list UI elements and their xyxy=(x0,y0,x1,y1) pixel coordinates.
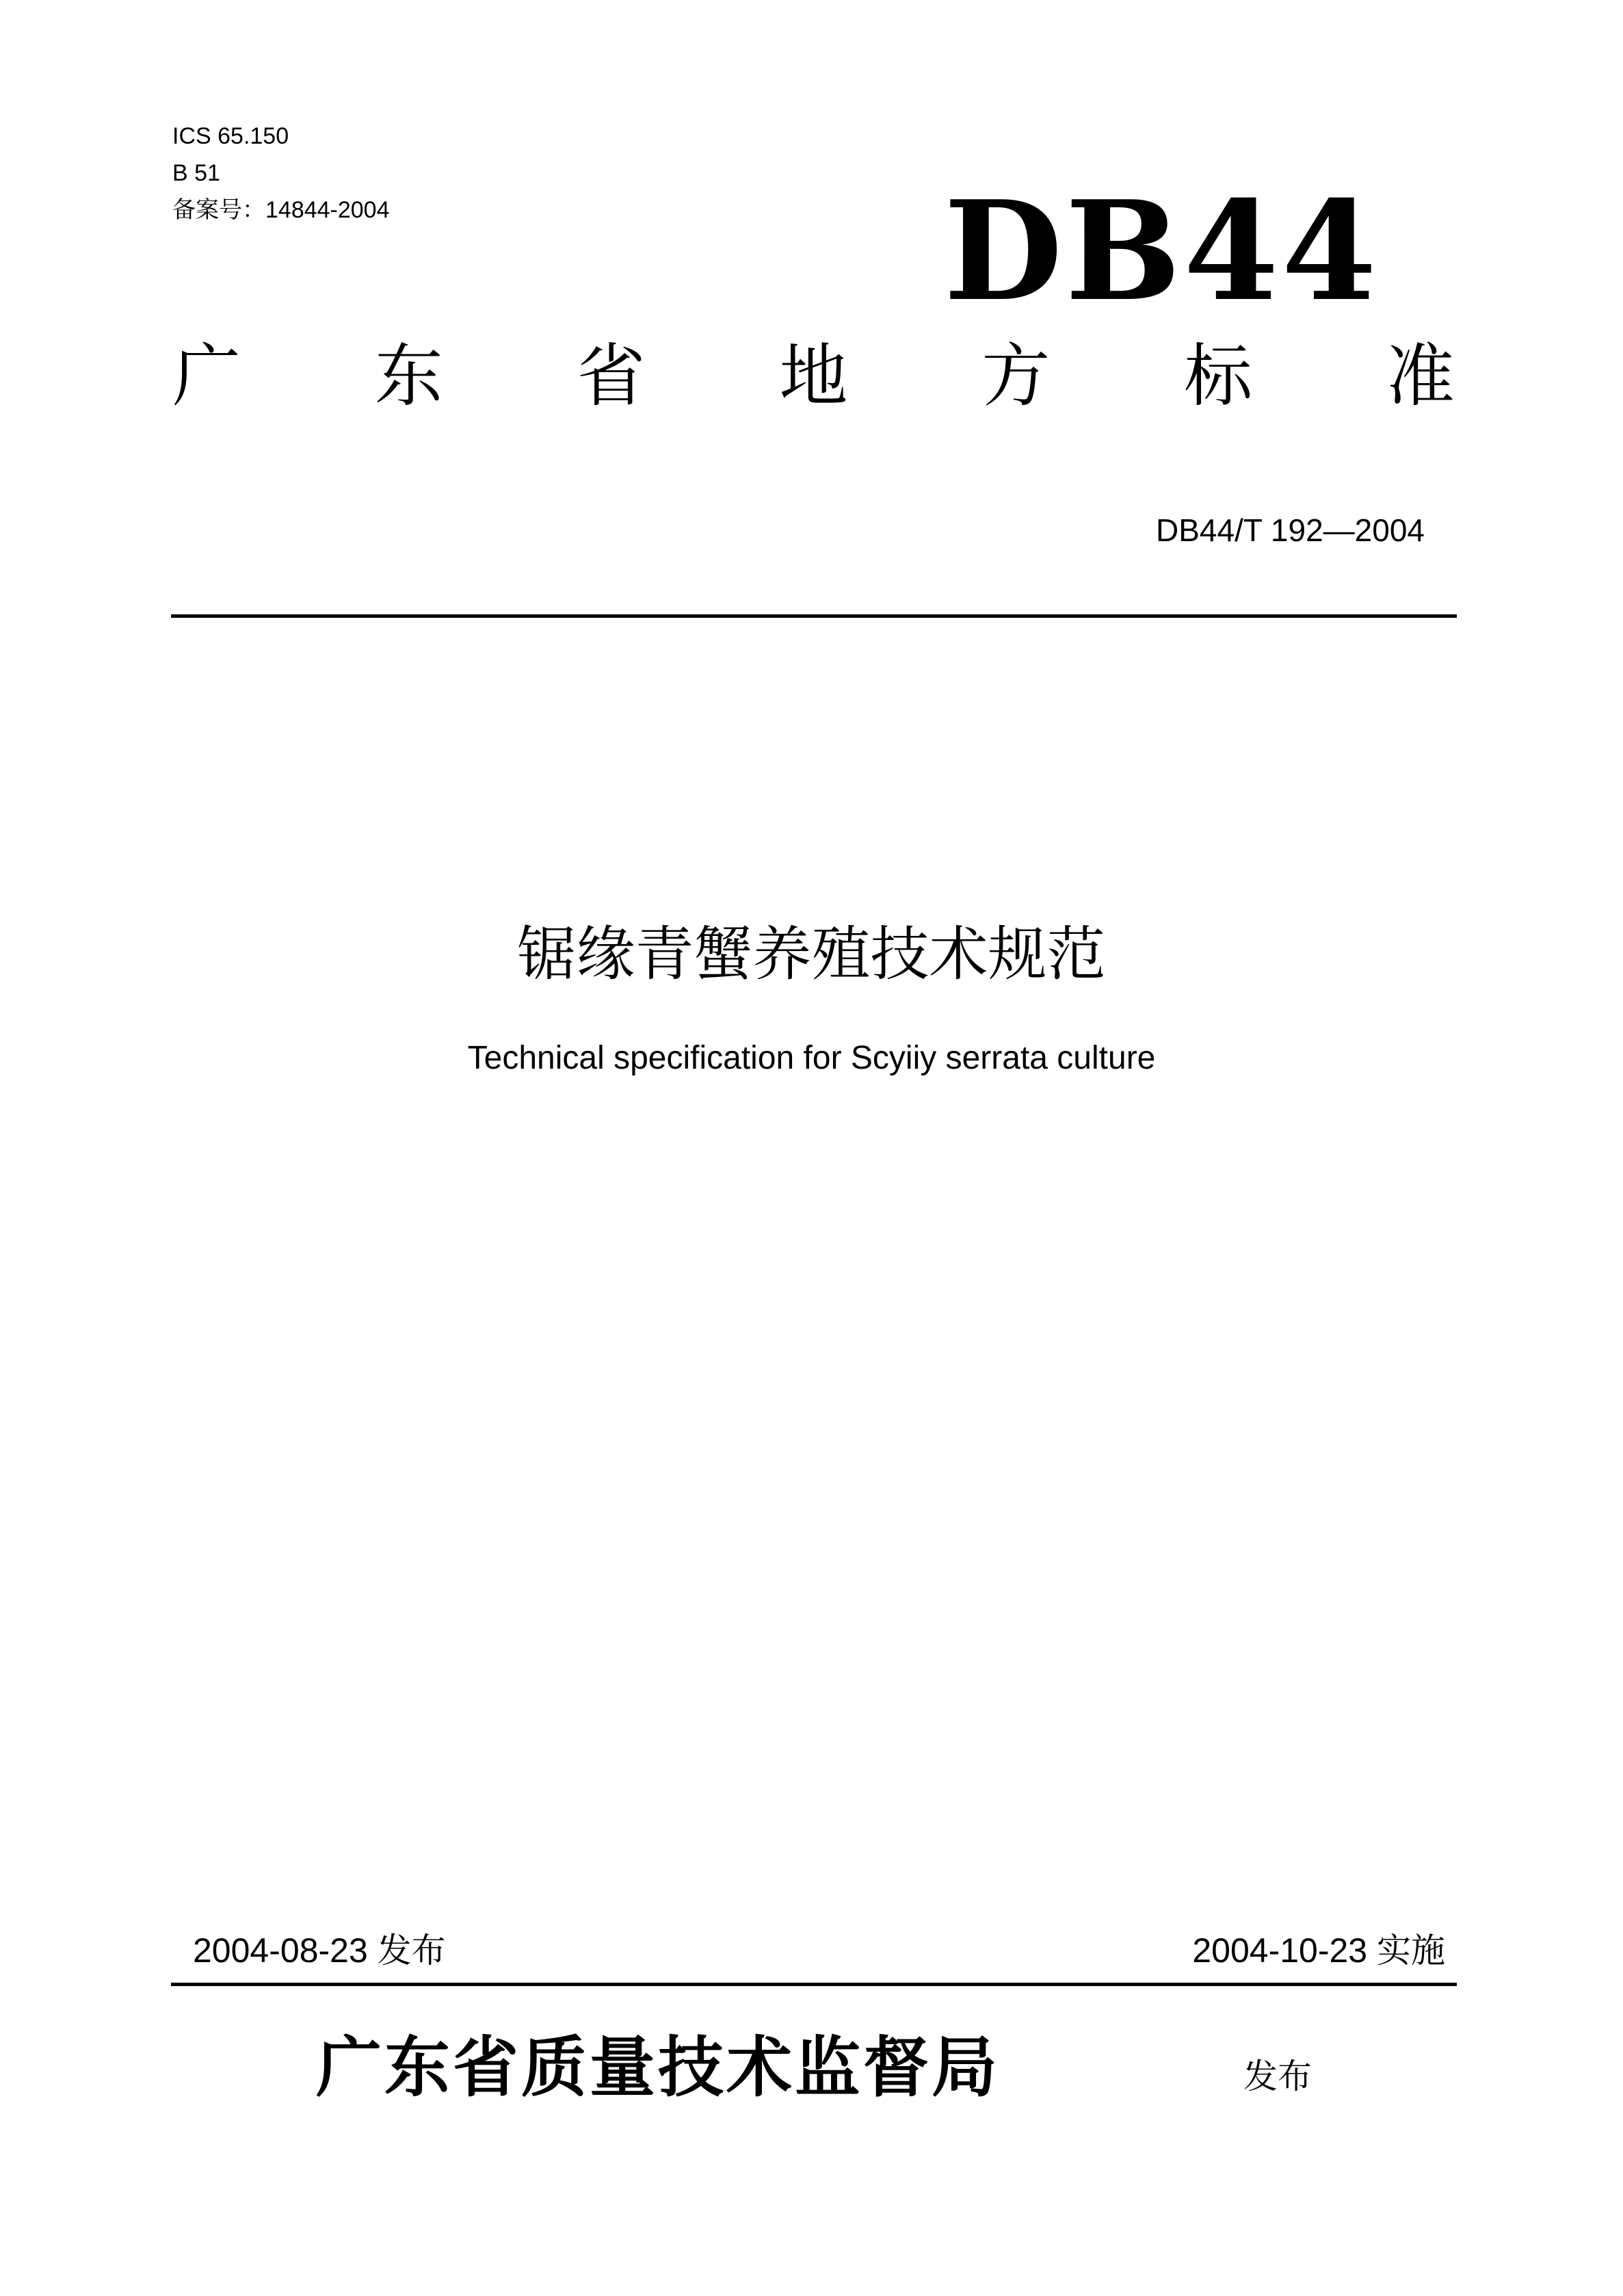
document-title-en: Technical specification for Scyiiy serrata culture xyxy=(467,1040,1156,1076)
metadata-block xyxy=(172,118,390,229)
document-title-cn: 锯缘青蟹养殖技术规范 xyxy=(517,920,1106,989)
standard-code: DB44/T 192—2004 xyxy=(1156,512,1425,548)
standard-type-char: 东 xyxy=(374,336,443,416)
standard-type-char: 方 xyxy=(981,336,1051,416)
standard-type-char: 标 xyxy=(1184,336,1253,416)
ccs-code: B 51 xyxy=(172,160,220,186)
standard-type-char: 准 xyxy=(1386,336,1455,416)
standard-type-char: 省 xyxy=(577,336,646,416)
standard-type-heading xyxy=(172,335,1455,417)
effective-date: 2004-10-23 实施 xyxy=(1192,1931,1445,1970)
issue-date: 2004-08-23 发布 xyxy=(193,1931,446,1970)
publisher-name: 广东省质量技术监督局 xyxy=(316,2028,1000,2106)
top-divider xyxy=(171,614,1457,618)
ics-code: ICS 65.150 xyxy=(172,123,289,149)
db44-logo: DB44 xyxy=(944,171,1380,332)
bottom-divider xyxy=(171,1983,1457,1986)
standard-type-char: 地 xyxy=(779,336,848,416)
publish-label: 发布 xyxy=(1243,2057,1312,2096)
record-number: 备案号：14844-2004 xyxy=(172,197,390,223)
standard-type-char: 广 xyxy=(172,336,241,416)
